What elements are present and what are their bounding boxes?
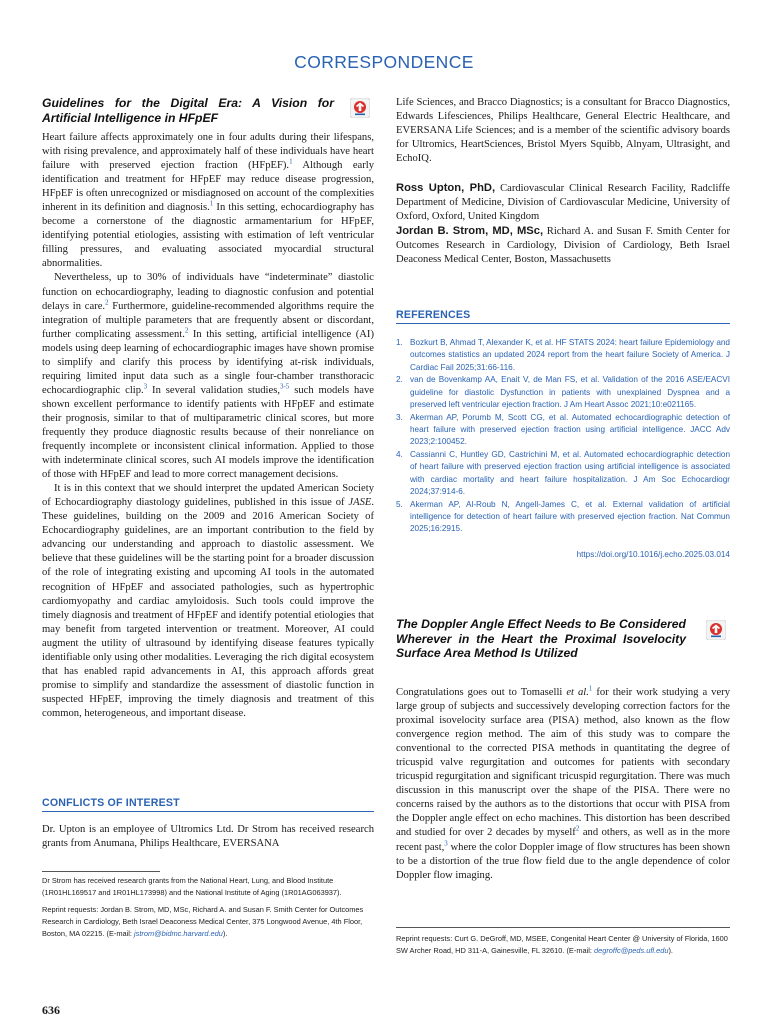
citation-sup[interactable]: 1 xyxy=(209,199,214,208)
coi-divider xyxy=(42,811,374,812)
reference-item[interactable]: 4. Cassianni C, Huntley GD, Castrichini M, et al. Automated echocardiographic detection of heart failure with preserved ejection fraction using artificial intelligence is associated with cardiac mortality and heart failure hospitalization. J Am Soc Echocardiogr 2024;37:914-6. xyxy=(396,450,730,497)
article1-header xyxy=(42,96,374,125)
reference-item[interactable]: 5. Akerman AP, Al-Roub N, Angell-James C, et al. External validation of artificial intelligence for detection of heart failure with preserved ejection fraction. Nat Commun 2025;16:2915. xyxy=(396,499,730,534)
crossmark-icon xyxy=(706,620,726,640)
footnote-divider xyxy=(396,927,730,928)
check-for-updates-badge[interactable] xyxy=(706,620,726,645)
article1-paragraph-1: Heart failure affects approximately one in four adults during their lifespans, with rising prevalence, and approximately half of these individuals have heart failure with preserved ejection fraction (HFpEF).$^1$ Although early identification and treatment for HFpEF may reduce disease progression, HFpEF is often unrecognized or misdiagnosed on account of the complexities inherent in its definition and diagnosis.$^1$ In this setting, echocardiography has become a cornerstone of the diagnostic armamentarium for HFpEF, identifying potential etiologies, assisting with estimation of left ventricular filling pressures, and evaluating associated myocardial structural abnormalities. xyxy=(42,132,375,270)
citation-sup[interactable]: 3 xyxy=(444,838,448,847)
references-divider xyxy=(396,323,730,324)
page-number: 636 xyxy=(42,1003,60,1017)
funding-footnote: Dr Strom has received research grants from the National Heart, Lung, and Blood Institute (1R01HL169517 and 1R01HL173998) and the National Institute of Aging (1R01AG063937). xyxy=(42,876,342,897)
section-title: CORRESPONDENCE xyxy=(294,52,474,72)
article2-title: The Doppler Angle Effect Needs to Be Considered Wherever in the Heart the Proximal Isovelocity Surface Area Method Is Utilized xyxy=(396,617,686,660)
coi-continued: Life Sciences, and Bracco Diagnostics; is a consultant for Bracco Diagnostics, Edwards Lifesciences, Philips Healthcare, General Electric Healthcare, and EVERSANA Life Sciences; and is a member of the scientific advisory boards for Ultromics, HeartSciences, Bristol Myers Squibb, Alnyam, Ultrasight, and EchoIQ. xyxy=(396,97,730,165)
article2-header xyxy=(396,617,730,661)
citation-sup[interactable]: 2 xyxy=(184,326,189,335)
author-1: Ross Upton, PhD, Cardiovascular Clinical Research Facility, Radcliffe Department of Medicine, Division of Cardiovascular Medicine, University of Oxford, Oxford, United Kingdom xyxy=(396,182,730,223)
coi-text: Dr. Upton is an employee of Ultromics Ltd. Dr Strom has received research grants from Anumana, Philips Healthcare, EVERSANA xyxy=(42,824,374,850)
citation-sup[interactable]: 3 xyxy=(143,382,148,391)
check-for-updates-badge[interactable] xyxy=(350,98,370,123)
author-block xyxy=(396,181,730,267)
citation-sup[interactable]: 1 xyxy=(588,684,593,693)
references-block xyxy=(396,337,730,559)
reference-list xyxy=(396,337,730,536)
citation-sup[interactable]: 2 xyxy=(575,824,580,833)
coi-text-block xyxy=(42,823,374,851)
article2-footnote: Reprint requests: Curt G. DeGroff, MD, MSEE, Congenital Heart Center @ University of Florida, 1600 SW Archer Road, HD 311-A, Gainesville, FL 32610. (E-mail: degroffc@peds.ufl.edu). xyxy=(396,934,728,955)
footnote-divider xyxy=(42,871,160,872)
reprint-footnote: Reprint requests: Jordan B. Strom, MD, MSc, Richard A. and Susan F. Smith Center for Outcomes Research in Cardiology, Beth Israel Deaconess Medical Center, 375 Longwood Avenue, 4th Floor, Boston, MA 02215. (E-mail: jstrom@bidmc.harvard.edu). xyxy=(42,905,364,938)
coi-heading: CONFLICTS OF INTEREST xyxy=(42,797,180,809)
article1-paragraph-2: Nevertheless, up to 30% of individuals have “indeterminate” diastolic function on echocardiography, leading to diagnostic confusion and potential delays in care.$^2$ Furthermore, guideline-recommended algorithms require the integration of multiple parameters that are frequently absent or discordant, further complicating assessment.$^2$ In this setting, artificial intelligence (AI) models using deep learning of echocardiographic images have shown promise to simplify and clarify this process by identifying at-risk individuals, requiring limited input data such as a single four-chamber transthoracic echocardiographic clip.$^3$ In several validation studies,$^{3-5}$ such models have shown excellent performance to identify patients with HFpEF and estimate their prognosis, similar to that of multiparametric clinical scores, but more frequently they produce diagnostic results because of their nonreliance on frequently incomplete or inconsistent clinical information. Applied to those with indeterminate clinical scores, such AI models improve the identification of those with HFpEF and lead to more correct management decisions. xyxy=(42,272,374,481)
reference-item[interactable]: 2. van de Bovenkamp AA, Enait V, de Man FS, et al. Validation of the 2016 ASE/EACVI guideline for diastolic Dysfunction in patients with unexplained Dyspnea and a preserved left ventricular ejection fraction. J Am Heart Assoc 2021;10:e021165. xyxy=(396,375,730,409)
reference-item[interactable]: 1. Bozkurt B, Ahmad T, Alexander K, et al. HF STATS 2024: heart failure Epidemiology and outcomes statistics an updated 2024 report from the heart failure Society of America. J Cardiac Fail 2025;31:66-116. xyxy=(396,338,730,372)
citation-sup[interactable]: 2 xyxy=(105,298,109,307)
references-heading: REFERENCES xyxy=(396,309,471,321)
crossmark-icon xyxy=(350,98,370,118)
author-2: Jordan B. Strom, MD, MSc, Richard A. and Susan F. Smith Center for Outcomes Research in Cardiology, Division of Cardiology, Beth Israel Deaconess Medical Center, Boston, Massachusetts xyxy=(396,225,731,266)
citation-sup[interactable]: 3-5 xyxy=(279,382,290,391)
citation-sup[interactable]: 1 xyxy=(289,157,293,166)
article2-body xyxy=(396,686,730,883)
article2-paragraph-1: Congratulations goes out to Tomaselli et al.$^1$ for their work studying a very large group of subjects and successively developing correction factors for the proximal isovelocity surface area (PISA) method, also known as the flow convergence region method. The aim of this study was to compare the conventional to the corrected PISA methods in quantitating the degree of tricuspid valve regurgitation and outcomes for patients with secondary tricuspid regurgitation and significant tricuspid regurgitation. There was much discussion in this manuscript over the shape of the PISA. There were no concerns raised by the authors as to the distortions that occur with PISA from the Doppler angle effect on echo machines. This distortion has been described and studied for over 2 decades by myself$^2$ and others, as well as in the more recent past,$^3$ where the color Doppler image of flow structures has been shown to be a distortion of the true flow field due to the angle dependence of color Doppler flow imaging. xyxy=(396,684,730,881)
article1-title: Guidelines for the Digital Era: A Vision for Artificial Intelligence in HFpEF xyxy=(42,96,334,125)
article1-body xyxy=(42,131,374,721)
article1-paragraph-3: It is in this context that we should interpret the updated American Society of Echocardiography diastology guidelines, published in this issue of JASE. These guidelines, building on the 2009 and 2016 American Society of Echocardiography guidelines, are an important contribution to the field by advancing our understanding and approach to diastolic assessment. We believe that these guidelines will be the starting point for a broader discussion of the role of integrating existing and upcoming AI tools in the automated recognition of HFpEF and associated pathologies, such as hypertrophic cardiomyopathy and cardiac amyloidosis. Such tools could improve the timely diagnosis and treatment of HFpEF and identify potential etiologies that may benefit from targeted intervention or treatment. Moreover, AI could augment the utility of ultrasound by identifying disease features typically identifiable only using other modalities. Leveraging the rich digital ecosystem that has enabled rapid advancements in AI, this approach affords great promise to simplify and standardize the assessment of diastolic function in suspected HFpEF, improving the timely diagnosis and treatment of this common, heterogeneous, and important disease. xyxy=(42,483,374,719)
email-link[interactable]: jstrom@bidmc.harvard.edu xyxy=(134,929,223,938)
doi-link[interactable]: https://doi.org/10.1016/j.echo.2025.03.014 xyxy=(576,549,730,559)
footnotes xyxy=(42,875,374,940)
email-link[interactable]: degroffc@peds.ufl.edu xyxy=(593,946,669,955)
reference-item[interactable]: 3. Akerman AP, Porumb M, Scott CG, et al. Automated echocardiographic detection of heart failure with preserved ejection fraction using artificial intelligence. JACC Adv 2023;2:100452. xyxy=(396,412,730,447)
